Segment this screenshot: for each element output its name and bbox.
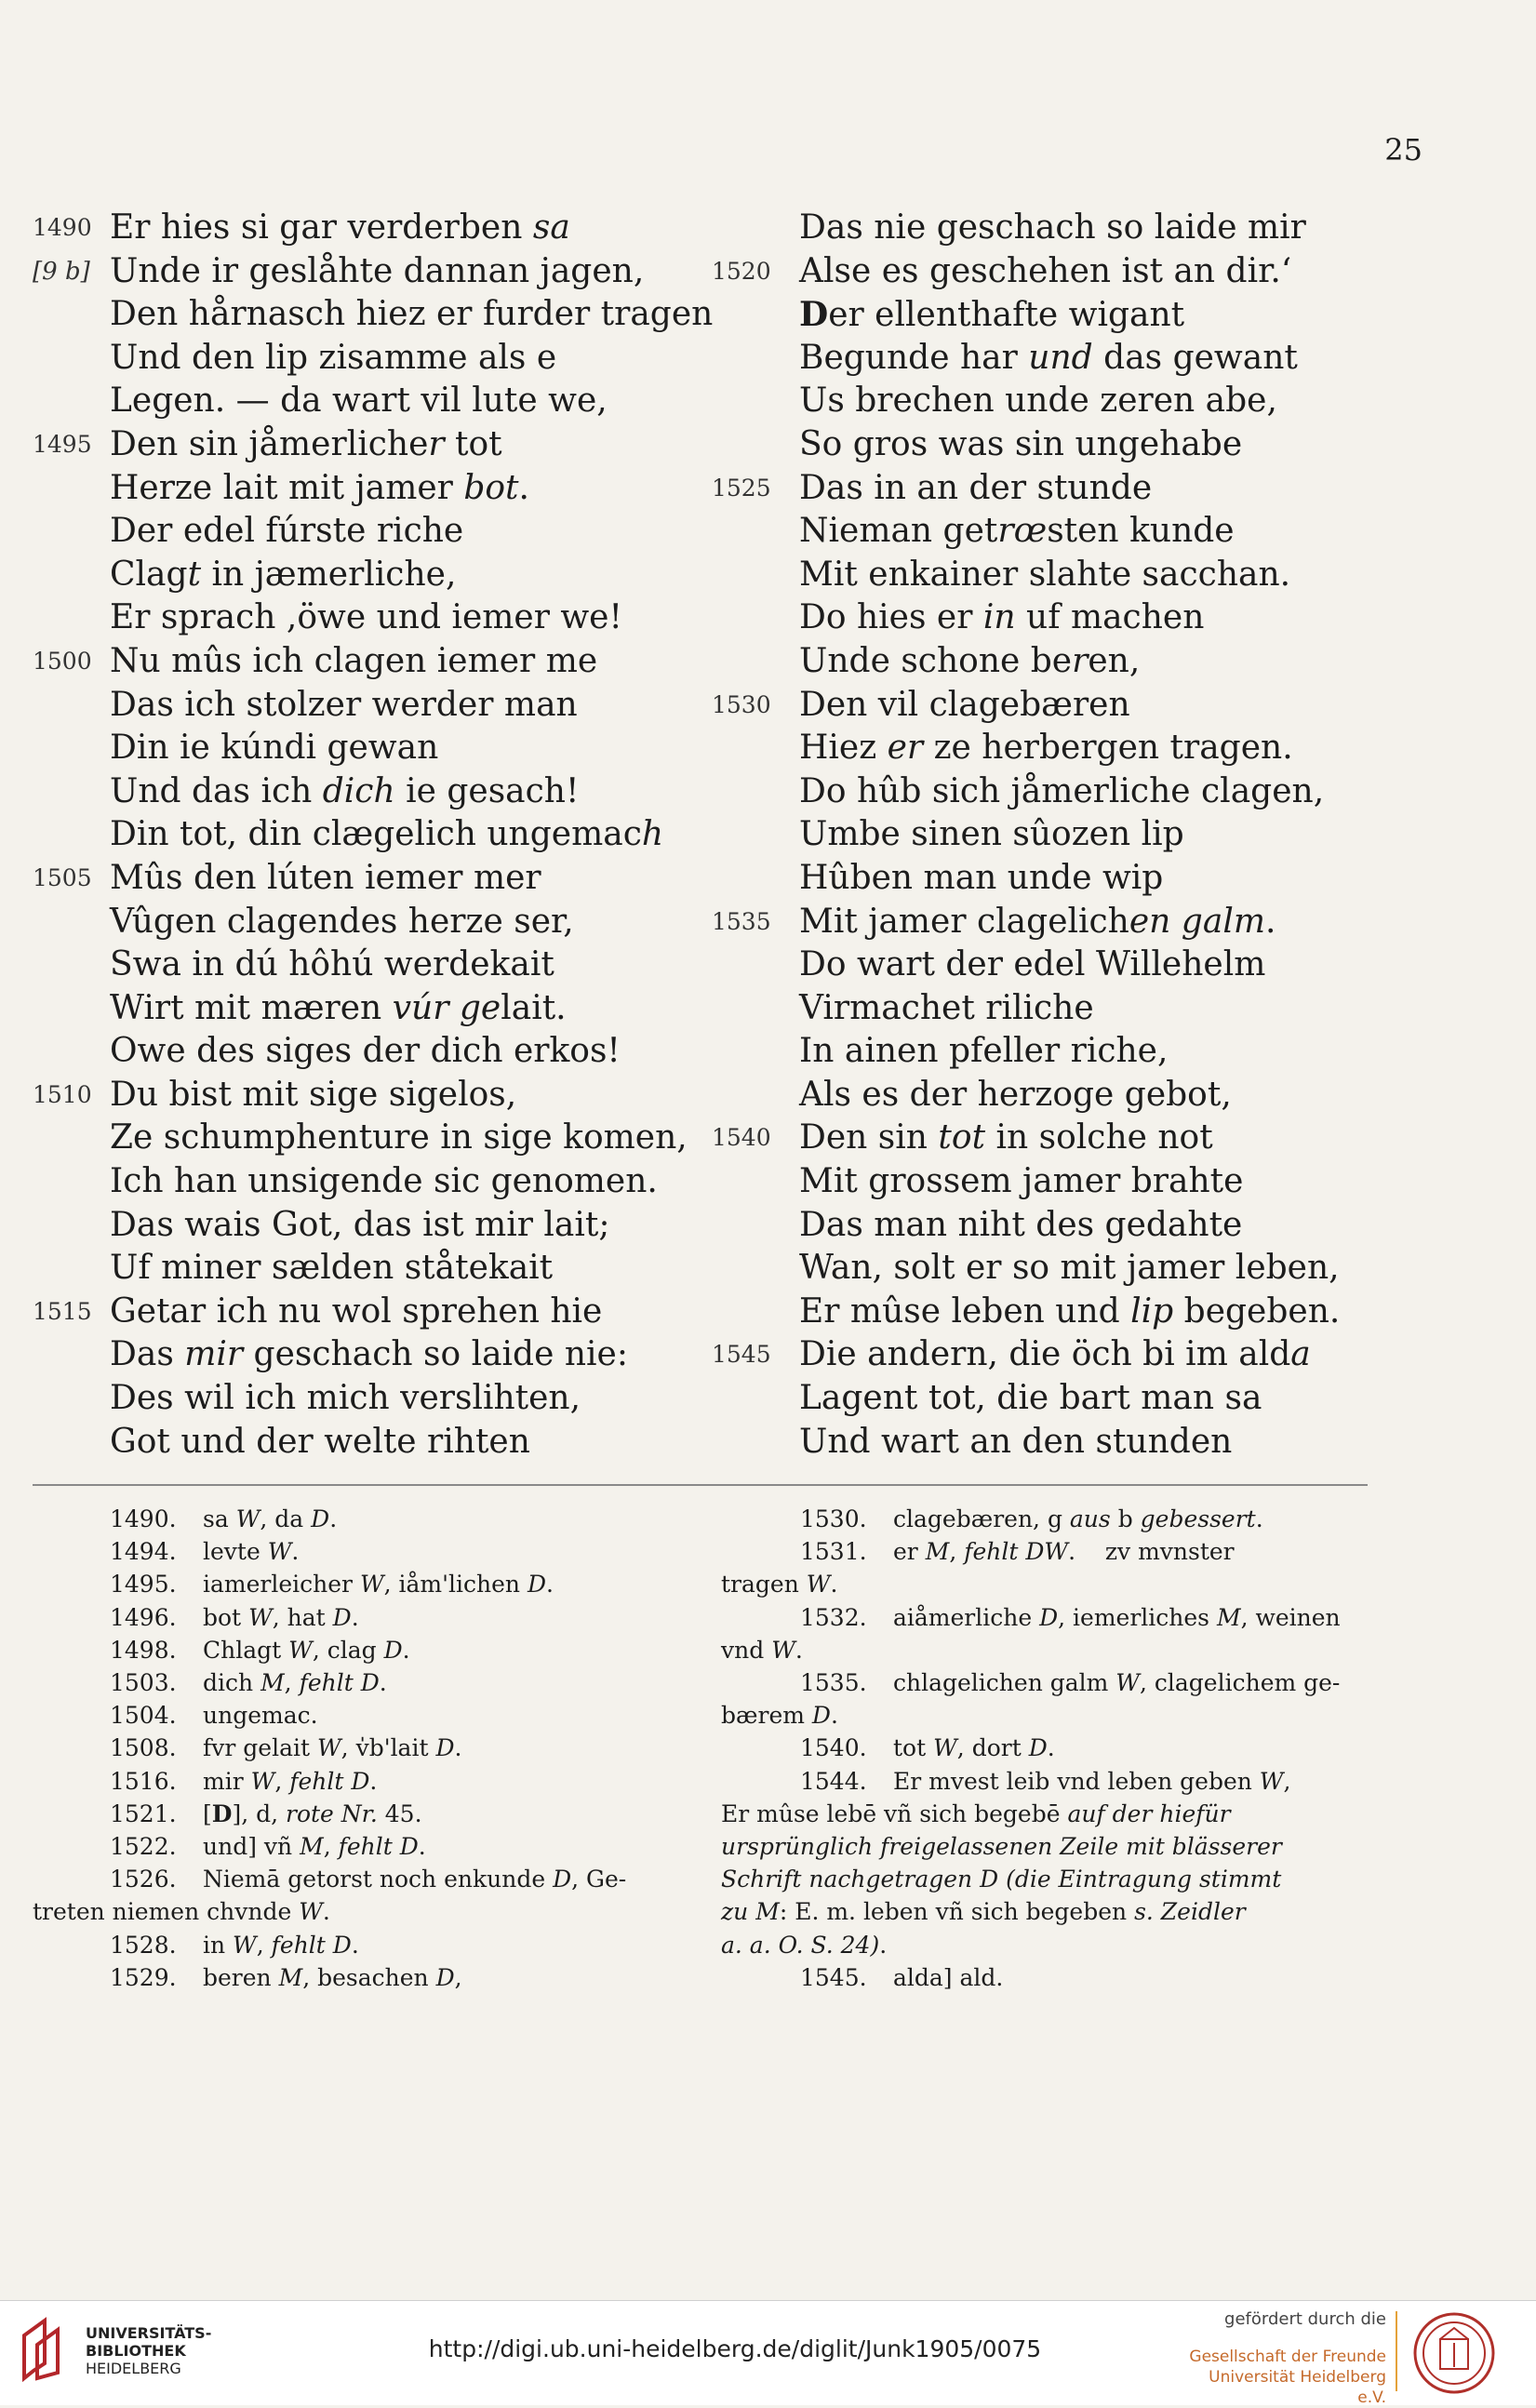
verse-line xyxy=(712,293,1363,337)
verse-line xyxy=(33,770,684,814)
verse-line xyxy=(712,250,1363,294)
verse-text: So gros was sin ungehabe xyxy=(799,424,1243,463)
verse-line xyxy=(33,596,684,640)
verse-line xyxy=(712,987,1363,1031)
verse-text: Er mûse leben und lip begeben. xyxy=(799,1291,1341,1331)
verse-line-number: 1505 xyxy=(33,863,92,891)
verse-line xyxy=(712,943,1363,987)
verse-text: Wirt mit mæren vúr gelait. xyxy=(110,988,567,1027)
verse-line xyxy=(33,1421,684,1465)
verse-line xyxy=(712,901,1363,944)
verse-line xyxy=(712,684,1363,728)
footnote-number: 1540. xyxy=(800,1734,867,1762)
footnote-text: dich M, fehlt D. xyxy=(203,1669,387,1697)
footnote xyxy=(33,1732,684,1764)
sponsor-line-1: Gesellschaft der Freunde xyxy=(1189,2348,1386,2366)
verse-line xyxy=(712,1117,1363,1160)
footnote xyxy=(721,1830,1372,1863)
library-logo-icon xyxy=(17,2317,73,2382)
verse-text: Alse es geschehen ist an dir.‘ xyxy=(799,251,1292,290)
footnote-number: 1544. xyxy=(800,1767,867,1795)
footnote xyxy=(33,1798,684,1830)
verse-line xyxy=(33,943,684,987)
verse-line xyxy=(33,1377,684,1421)
footnote-text: Schrift nachgetragen D (die Eintragung stimmt xyxy=(721,1866,1282,1893)
footnote-number: 1521. xyxy=(110,1799,177,1827)
verse-text: Der edel fúrste riche xyxy=(110,512,464,551)
footnote-text: clagebæren, g aus b gebessert. xyxy=(893,1505,1263,1532)
verse-text: Us brechen unde zeren abe, xyxy=(799,381,1277,421)
verse-line xyxy=(33,554,684,597)
footnote xyxy=(33,1929,684,1961)
verse-text: Swa in dú hôhú werdekait xyxy=(110,945,554,984)
verse-line-number: 1490 xyxy=(33,214,92,241)
verse-text: Das mir geschach so laide nie: xyxy=(110,1335,628,1374)
sponsor-label: gefördert durch die xyxy=(1224,2309,1386,2329)
page-number: 25 xyxy=(1384,132,1422,167)
verse-text: Hûben man unde wip xyxy=(799,858,1164,897)
footnote-number: 1504. xyxy=(110,1702,177,1730)
footnote xyxy=(33,1961,684,1994)
verse-line xyxy=(712,1333,1363,1377)
verse-line xyxy=(712,554,1363,597)
footnote-text: aiåmerliche D, iemerliches M, weinen xyxy=(893,1603,1341,1631)
verse-text: Din tot, din clægelich ungemach xyxy=(110,815,664,854)
footnote xyxy=(721,1568,1372,1600)
verse-line xyxy=(712,1204,1363,1248)
footnote-text: sa W, da D. xyxy=(203,1505,338,1532)
footnote xyxy=(33,1765,684,1798)
footnote-number: 1526. xyxy=(110,1866,177,1893)
verse-line-number: 1540 xyxy=(712,1124,771,1152)
footnote xyxy=(33,1634,684,1666)
verse-text: Virmachet riliche xyxy=(799,988,1094,1027)
footnote xyxy=(721,1666,1372,1699)
verse-column-left xyxy=(33,207,714,1464)
verse-text: Uf miner sælden ståtekait xyxy=(110,1249,554,1288)
folio-reference: [9 b] xyxy=(33,257,90,286)
footnote-text: treten niemen chvnde W. xyxy=(33,1898,330,1926)
verse-text: Ich han unsigende sic genomen. xyxy=(110,1162,658,1201)
footnote xyxy=(33,1666,684,1699)
verse-text: Herze lait mit jamer bot. xyxy=(110,468,529,507)
footnote-text: ungemac. xyxy=(203,1702,318,1730)
verse-text: Hiez er ze herbergen tragen. xyxy=(799,729,1293,768)
verse-line xyxy=(712,467,1363,511)
verse-line xyxy=(33,813,684,857)
verse-line xyxy=(33,727,684,770)
verse-line xyxy=(33,684,684,728)
verse-text: Das nie geschach so laide mir xyxy=(799,208,1306,247)
verse-text: Do hies er in uf machen xyxy=(799,598,1205,637)
footnote xyxy=(33,1568,684,1600)
footnote-text: a. a. O. S. 24). xyxy=(721,1931,888,1959)
verse-text: Das wais Got, das ist mir lait; xyxy=(110,1205,610,1244)
verse-line xyxy=(33,1074,684,1117)
footnote xyxy=(33,1503,684,1535)
verse-line-number: 1510 xyxy=(33,1080,92,1108)
verse-text: Und den lip zisamme als e xyxy=(110,338,557,377)
footnote xyxy=(721,1601,1372,1634)
verse-text: Unde ir geslåhte dannan jagen, xyxy=(110,251,645,290)
library-line-1: UNIVERSITÄTS- xyxy=(86,2324,212,2342)
verse-text: Getar ich nu wol sprehen hie xyxy=(110,1291,603,1331)
footnote-number: 1531. xyxy=(800,1538,867,1566)
verse-line xyxy=(712,770,1363,814)
verse-line xyxy=(712,727,1363,770)
verse-line xyxy=(33,1117,688,1160)
footnote-number: 1529. xyxy=(110,1963,177,1991)
verse-line xyxy=(712,857,1363,901)
verse-text: Nieman getrœsten kunde xyxy=(799,512,1235,551)
notes-column-left xyxy=(33,1503,684,1994)
verse-line xyxy=(33,1030,684,1074)
footnote-text: [D], d, rote Nr. 45. xyxy=(203,1799,422,1827)
verse-line xyxy=(33,901,684,944)
library-line-3: HEIDELBERG xyxy=(86,2360,181,2377)
footnote-number: 1516. xyxy=(110,1767,177,1795)
verse-line xyxy=(33,250,684,294)
verse-text: Als es der herzoge gebot, xyxy=(799,1075,1232,1114)
verse-line xyxy=(712,337,1363,381)
verse-line xyxy=(712,1160,1363,1204)
verse-text: Und das ich dich ie gesach! xyxy=(110,771,580,810)
footnote-number: 1508. xyxy=(110,1734,177,1762)
verse-line xyxy=(33,640,684,684)
verse-text: Das in an der stunde xyxy=(799,468,1153,507)
footer-url-link[interactable]: http://digi.ub.uni-heidelberg.de/diglit/Junk1905/0075 xyxy=(428,2335,1042,2362)
verse-text: Clagt in jæmerliche, xyxy=(110,555,457,594)
verse-line-number: 1535 xyxy=(712,907,771,935)
footnote-number: 1532. xyxy=(800,1603,867,1631)
footnote-number: 1495. xyxy=(110,1571,177,1599)
verse-line-number: 1530 xyxy=(712,690,771,718)
verse-line xyxy=(33,207,684,250)
verse-text: Den sin jåmerlicher tot xyxy=(110,424,502,463)
verse-line xyxy=(712,596,1363,640)
verse-line xyxy=(712,1030,1363,1074)
footnote-number: 1545. xyxy=(800,1963,867,1991)
verse-text: Do hûb sich jåmerliche clagen, xyxy=(799,771,1325,810)
verse-text: Die andern, die öch bi im alda xyxy=(799,1335,1311,1374)
verse-line xyxy=(712,423,1363,467)
verse-text: Legen. — da wart vil lute we, xyxy=(110,381,608,421)
verse-line-number: 1545 xyxy=(712,1341,771,1369)
footnote-number: 1522. xyxy=(110,1833,177,1861)
footnote xyxy=(721,1929,1372,1961)
footnote xyxy=(721,1798,1372,1830)
verse-text: Er sprach ,öwe und iemer we! xyxy=(110,598,622,637)
footnote xyxy=(721,1699,1372,1732)
footnote-number: 1498. xyxy=(110,1636,177,1664)
footnote-text: fvr gelait W, v̍b'lait D. xyxy=(203,1734,462,1762)
footnote xyxy=(721,1732,1372,1764)
verse-line xyxy=(712,1291,1363,1334)
verse-text: In ainen pfeller riche, xyxy=(799,1032,1169,1071)
verse-text: Do wart der edel Willehelm xyxy=(799,945,1266,984)
verse-line xyxy=(33,510,684,554)
verse-text: Den vil clagebæren xyxy=(799,685,1130,724)
footnote-text: ursprünglich freigelassenen Zeile mit blässerer xyxy=(721,1833,1282,1861)
verse-line xyxy=(712,1074,1363,1117)
verse-text: Vûgen clagendes herze ser, xyxy=(110,902,574,941)
verse-line xyxy=(33,1247,684,1291)
verse-text: Er hies si gar verderben sa xyxy=(110,208,570,247)
verse-line-number: 1525 xyxy=(712,474,771,502)
footnote-number: 1490. xyxy=(110,1505,177,1532)
footnote-number: 1530. xyxy=(800,1505,867,1532)
verse-line xyxy=(712,510,1363,554)
footnote xyxy=(721,1863,1372,1895)
verse-line xyxy=(33,1333,684,1377)
verse-text: Der ellenthafte wigant xyxy=(799,295,1185,335)
footnote-text: alda] ald. xyxy=(893,1963,1004,1991)
verse-line xyxy=(33,423,684,467)
verse-line xyxy=(33,1160,684,1204)
verse-text: Den sin tot in solche not xyxy=(799,1118,1213,1157)
verse-line-number: 1495 xyxy=(33,430,92,458)
university-seal-icon xyxy=(1412,2311,1496,2395)
footnote-text: iamerleicher W, iåm'lichen D. xyxy=(203,1571,554,1599)
footnote xyxy=(721,1961,1372,1994)
verse-text: Wan, solt er so mit jamer leben, xyxy=(799,1249,1340,1288)
verse-line xyxy=(712,813,1363,857)
sponsor-divider xyxy=(1396,2311,1397,2391)
verse-line-number: 1515 xyxy=(33,1297,92,1325)
verse-text: Und wart an den stunden xyxy=(799,1422,1233,1461)
verse-text: Umbe sinen sûozen lip xyxy=(799,815,1184,854)
footnote-number: 1496. xyxy=(110,1603,177,1631)
notes-column-right xyxy=(721,1503,1372,1994)
verse-line xyxy=(33,467,684,511)
footnote-text: levte W. xyxy=(203,1538,300,1566)
footnote xyxy=(33,1863,684,1895)
footnote-text: bot W, hat D. xyxy=(203,1603,359,1631)
verse-text: Du bist mit sige sigelos, xyxy=(110,1075,517,1114)
verse-text: Unde schone beren, xyxy=(799,641,1141,680)
footnote-text: vnd W. xyxy=(721,1636,803,1664)
footnote-text: Er mvest leib vnd leben geben W, xyxy=(893,1767,1291,1795)
verse-line-number: 1520 xyxy=(712,257,771,285)
verse-text: Ze schumphenture in sige komen, xyxy=(110,1118,688,1157)
verse-text: Den hårnasch hiez er furder tragen xyxy=(110,295,714,334)
verse-text: Mit grossem jamer brahte xyxy=(799,1162,1244,1201)
verse-text: Nu mûs ich clagen iemer me xyxy=(110,641,598,680)
verse-line xyxy=(33,1291,684,1334)
verse-line xyxy=(33,293,714,337)
verse-line xyxy=(712,1377,1363,1421)
verse-text: Des wil ich mich verslihten, xyxy=(110,1379,581,1418)
footnote xyxy=(33,1830,684,1863)
footnote xyxy=(721,1535,1372,1568)
footnote-text: chlagelichen galm W, clagelichem ge- xyxy=(893,1669,1341,1697)
verse-line xyxy=(33,337,684,381)
verse-line xyxy=(33,857,684,901)
footnote-rule xyxy=(33,1484,1368,1486)
verse-line xyxy=(33,987,684,1031)
footnote xyxy=(721,1634,1372,1666)
footnote xyxy=(33,1699,684,1732)
footnote-text: und] vñ M, fehlt D. xyxy=(203,1833,426,1861)
footnote-text: bærem D. xyxy=(721,1702,838,1730)
footnote-text: Chlagt W, clag D. xyxy=(203,1636,410,1664)
footnote-text: zu M: E. m. leben vñ sich begeben s. Zeidler xyxy=(721,1898,1246,1926)
footnote-text: mir W, fehlt D. xyxy=(203,1767,378,1795)
footnote xyxy=(33,1895,684,1928)
verse-text: Begunde har und das gewant xyxy=(799,338,1298,377)
verse-text: Das ich stolzer werder man xyxy=(110,685,578,724)
footnote xyxy=(33,1535,684,1568)
footnote-text: tot W, dort D. xyxy=(893,1734,1055,1762)
footnote xyxy=(33,1601,684,1634)
verse-text: Din ie kúndi gewan xyxy=(110,729,439,768)
verse-line xyxy=(33,1204,684,1248)
verse-line xyxy=(712,640,1363,684)
footnote-number: 1528. xyxy=(110,1931,177,1959)
verse-column-right xyxy=(712,207,1363,1464)
verse-line-number: 1500 xyxy=(33,647,92,675)
library-line-2: BIBLIOTHEK xyxy=(86,2342,186,2360)
verse-text: Owe des siges der dich erkos! xyxy=(110,1032,621,1071)
verse-line xyxy=(712,1247,1363,1291)
footnote-text: tragen W. xyxy=(721,1571,838,1599)
verse-text: Lagent tot, die bart man sa xyxy=(799,1379,1262,1418)
verse-text: Mit enkainer slahte sacchan. xyxy=(799,555,1291,594)
footnote-text: Er mûse lebē vñ sich begebē auf der hiefür xyxy=(721,1799,1231,1827)
verse-line xyxy=(712,1421,1363,1465)
verse-line xyxy=(33,380,684,423)
verse-line xyxy=(712,380,1363,423)
footnote-text: er M, fehlt DW. zv mvnster xyxy=(893,1538,1235,1566)
footnote-text: in W, fehlt D. xyxy=(203,1931,359,1959)
sponsor-line-2: Universität Heidelberg e.V. xyxy=(1209,2368,1386,2407)
footnote xyxy=(721,1765,1372,1798)
footnote-number: 1503. xyxy=(110,1669,177,1697)
footnote-text: Niemā getorst noch enkunde D, Ge- xyxy=(203,1866,627,1893)
footnote-number: 1535. xyxy=(800,1669,867,1697)
footnote-number: 1494. xyxy=(110,1538,177,1566)
library-name xyxy=(86,2324,211,2377)
verse-text: Mûs den lúten iemer mer xyxy=(110,858,541,897)
sponsor-name xyxy=(1182,2347,1386,2408)
verse-text: Mit jamer clagelichen galm. xyxy=(799,902,1276,941)
verse-text: Das man niht des gedahte xyxy=(799,1205,1243,1244)
verse-text: Got und der welte rihten xyxy=(110,1422,530,1461)
footnote-text: beren M, besachen D, xyxy=(203,1963,462,1991)
verse-line xyxy=(712,207,1363,250)
footnote xyxy=(721,1895,1372,1928)
footnote xyxy=(721,1503,1372,1535)
